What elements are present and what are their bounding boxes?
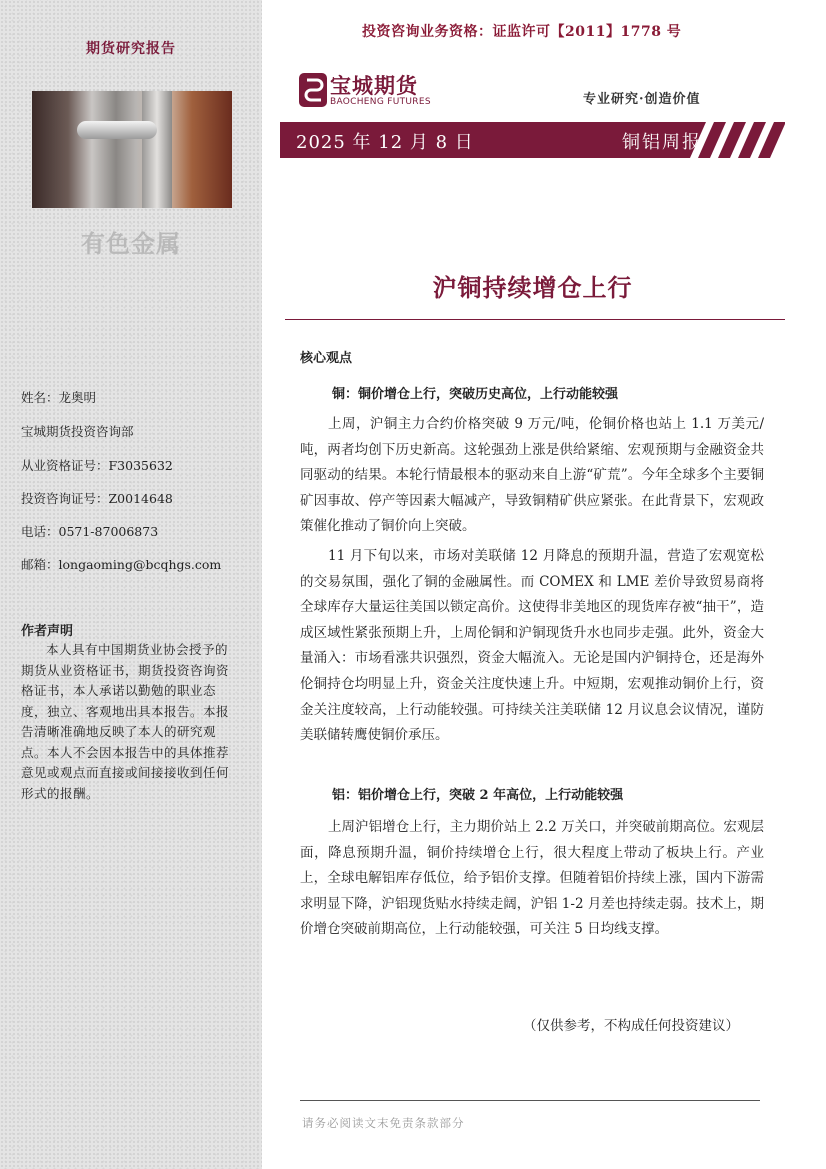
department: 宝城期货投资咨询部 xyxy=(21,424,134,439)
sector-label: 有色金属 xyxy=(81,230,181,258)
logo-text-cn: 宝城期货 xyxy=(330,73,418,98)
footer-note: 请务必阅读文末免责条款部分 xyxy=(302,1116,465,1130)
disclaimer: （仅供参考，不构成任何投资建议） xyxy=(523,1018,739,1034)
copper-paragraph-1: 上周，沪铜主力合约价格突破 9 万元/吨，伦铜价格也站上 1.1 万美元/吨，两者均创下历史新高。这轮强劲上涨是供给紧缩、宏观预期与金融资金共同驱动的结果。本轮行情最根本的驱动来自上游“矿荒”。今年全球多个主要铜矿因事故、停产等因素大幅减产，导致铜精矿供应紧张。在此背景下，宏观政策催化推动了铜价向上突破。 xyxy=(300,416,764,535)
qualification-number: 从业资格证号：F3035632 xyxy=(21,458,173,473)
aluminum-subtitle: 铝：铝价增仓上行，突破 2 年高位，上行动能较强 xyxy=(332,788,624,803)
report-category: 期货研究报告 xyxy=(86,41,176,57)
copper-paragraph-2: 11 月下旬以来，市场对美联储 12 月降息的预期升温，营造了宏观宽松的交易氛围，强化了铜的金融属性。而 COMEX 和 LME 差价导致贸易商将全球库存大量运往美国以锁定高价。这使得非美地区的现货库存被“抽干”，造成区域性紧张预期上升，上周伦铜和沪铜现货升水也同步走强。此外，资金大量涌入：市场看涨共识强烈，资金大幅流入。无论是国内沪铜持仓，还是海外伦铜持仓均明显上升，资金关注度快速上升。中短期，宏观推动铜价上行，资金关注度较高，上行动能较强。可持续关注美联储 12 月议息会议情况，谨防美联储转鹰使铜价承压。 xyxy=(300,548,764,744)
copper-subtitle: 铜：铜价增仓上行，突破历史高位，上行动能较强 xyxy=(332,387,619,402)
aluminum-paragraph: 上周沪铝增仓上行，主力期价站上 2.2 万关口，并突破前期高位。宏观层面，降息预期升温，铜价持续增仓上行，很大程度上带动了板块上行。产业上，全球电解铝库存低位，给予铝价支撑。但随着铝价持续上涨，国内下游需求明显下降，沪铝现货贴水持续走阔，沪铝 1-2 月差也持续走弱。技术上，期价增仓突破前期高位，上行动能较强，可关注 5 日均线支撑。 xyxy=(300,819,764,938)
report-date: 2025 年 12 月 8 日 xyxy=(296,132,474,153)
consulting-number: 投资咨询证号：Z0014648 xyxy=(21,491,173,506)
report-type: 铜铝周报 xyxy=(622,132,702,153)
declaration-text: 本人具有中国期货业协会授予的期货从业资格证书，期货投资咨询资格证书，本人承诺以勤勉的职业态度，独立、客观地出具本报告。本报告清晰准确地反映了本人的研究观点。本人不会因本报告中的具体推荐意见或观点而直接或间接接收到任何形式的报酬。 xyxy=(21,642,230,801)
core-view-label: 核心观点 xyxy=(300,351,353,366)
company-logo xyxy=(298,70,438,112)
headline-divider xyxy=(285,319,785,320)
logo-mark-icon xyxy=(298,72,328,108)
headline: 沪铜持续增仓上行 xyxy=(432,274,633,302)
slogan: 专业研究·创造价值 xyxy=(583,92,701,107)
declaration-title: 作者声明 xyxy=(21,624,74,639)
phone: 电话：0571-87006873 xyxy=(21,524,159,539)
cover-photo xyxy=(32,91,232,208)
logo-text-en: BAOCHENG FUTURES xyxy=(330,97,431,107)
footer-divider xyxy=(300,1100,760,1101)
analyst-name: 姓名：龙奥明 xyxy=(21,390,97,405)
sidebar xyxy=(0,0,262,1169)
license-line: 投资咨询业务资格：证监许可【2011】1778 号 xyxy=(362,24,682,40)
email-link[interactable]: 邮箱：longaoming@bcqhgs.com xyxy=(21,557,222,572)
